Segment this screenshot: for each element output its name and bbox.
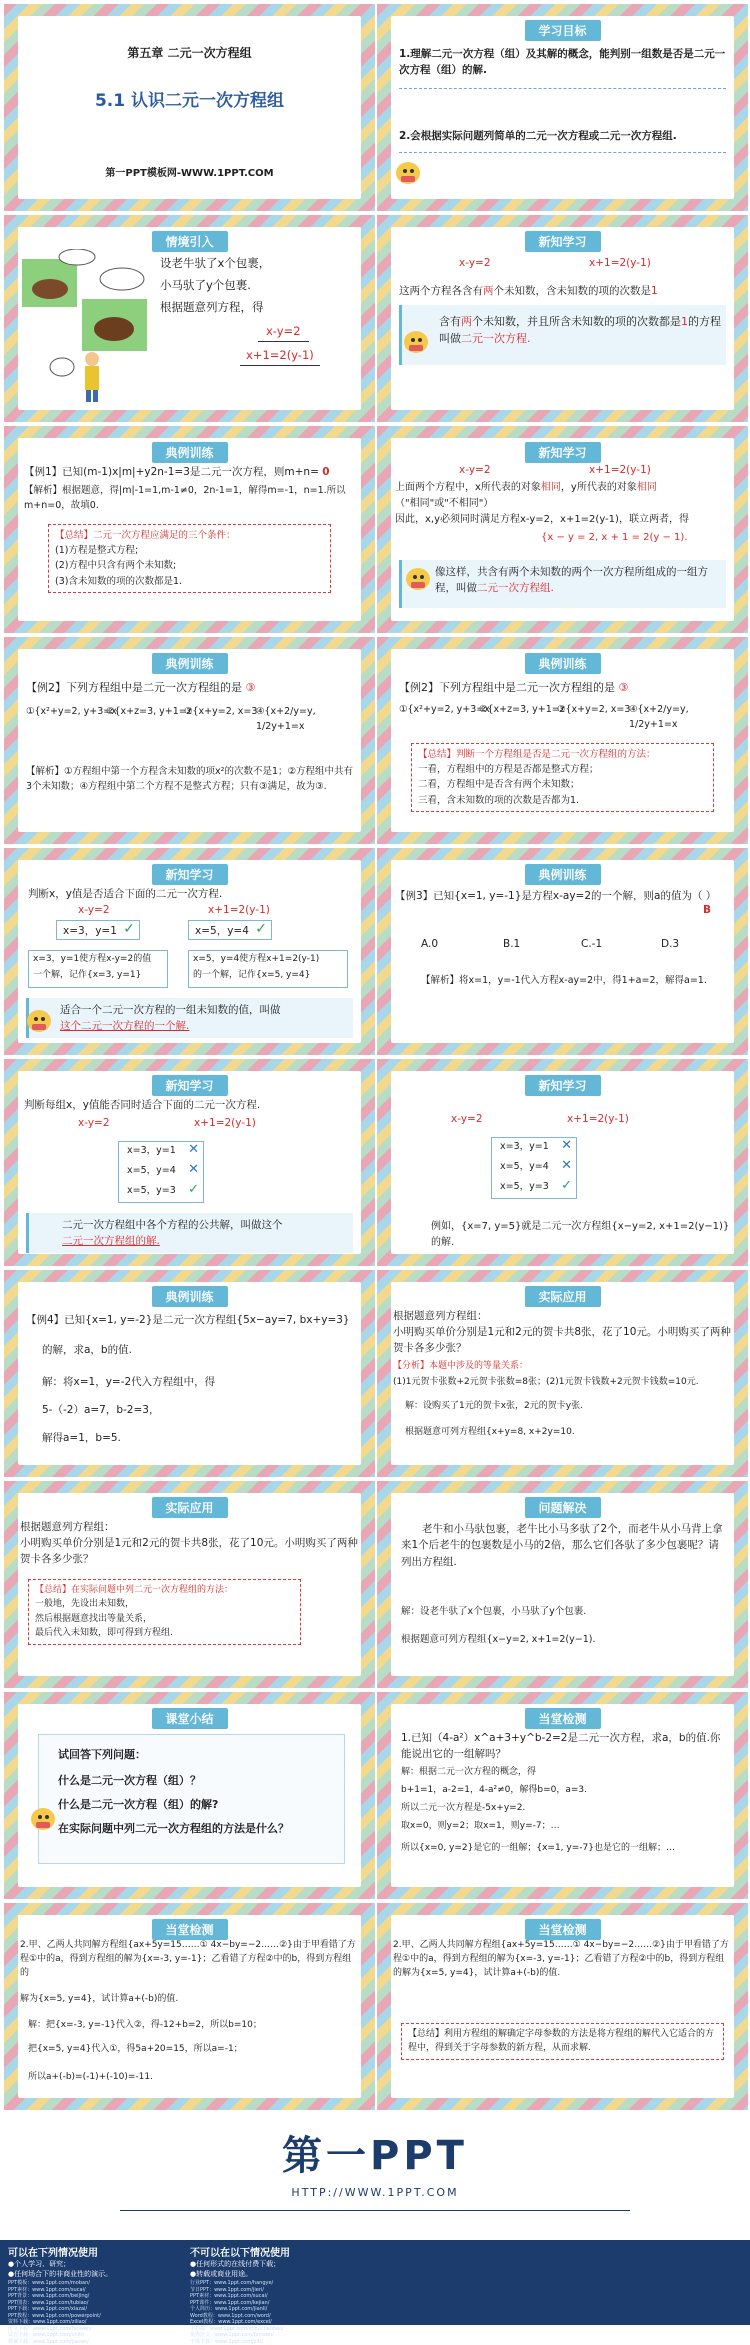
divider xyxy=(399,152,726,153)
footer-link[interactable]: PPT模板：www.1ppt.com/moban/ xyxy=(8,2280,188,2287)
explain-line-2: （"相同"或"不相同"） xyxy=(395,496,493,512)
section-pill: 当堂检测 xyxy=(524,1708,600,1729)
cross-icon: ✕ xyxy=(561,1138,572,1153)
note-line: 二看，方程组中是否含有两个未知数； xyxy=(418,777,707,792)
option-a[interactable]: A.0 xyxy=(421,936,438,952)
values-box xyxy=(491,1137,577,1199)
problem-line-2: 小明购买单价分别是1元和2元的贺卡共8张，花了10元。小明购买了两种贺卡各多少张？ xyxy=(20,1535,359,1568)
d-term: 二元一次方程组. xyxy=(477,582,554,594)
value-text: x=5，y=4 xyxy=(195,923,249,939)
allowed-heading: 可以在下列情况使用 xyxy=(8,2244,188,2259)
section-pill: 典例训练 xyxy=(524,653,600,674)
solution-line-1: 解：设老牛驮了x个包裹，小马驮了y个包裹. xyxy=(401,1605,586,1620)
summary-note xyxy=(411,743,714,812)
solution-line-2: 根据题意可列方程组{x−y=2, x+1=2(y−1). xyxy=(401,1633,595,1648)
result-line: 一个解，记作{x=3, y=1} xyxy=(33,969,141,983)
slide-new-knowledge-1[interactable] xyxy=(377,215,748,422)
example-question xyxy=(26,679,255,696)
slide-objectives[interactable] xyxy=(377,4,748,211)
equation-2: x+1=2(y-1) xyxy=(240,347,320,366)
slide-card xyxy=(391,438,734,621)
slide-card xyxy=(391,1493,734,1676)
footer-link[interactable]: 行业PPT：www.1ppt.com/hangye/ xyxy=(190,2280,370,2287)
solution-line-3: 解得a=1，b=5. xyxy=(42,1430,121,1446)
allowed-section xyxy=(8,2244,188,2279)
footer-link[interactable]: Excel教程：www.1ppt.com/excel/ xyxy=(190,2319,370,2326)
solution-text: 【解析】①方程组中第一个方程含未知数的项x²的次数不是1；②方程组中共有3个未知数；④方程组中第二个方程不是整式方程；只有③满足，故为③. xyxy=(26,765,353,794)
slide-card xyxy=(18,860,361,1043)
section-pill: 典例训练 xyxy=(151,653,227,674)
forbidden-item: ●任何形式的在线付费下载； xyxy=(190,2259,370,2269)
d-term: 二元一次方程. xyxy=(461,332,531,345)
question-text: 判断每组x，y值能否同时适合下面的二元一次方程. xyxy=(24,1097,260,1113)
forbidden-section xyxy=(190,2244,370,2279)
q-text: 【例2】下列方程组中是二元一次方程组的是 xyxy=(26,681,242,694)
solution-text: 【解析】根据题意，得|m|-1=1,m-1≠0，2n-1=1，解得m=-1，n=1.所以m+n=0，故填0. xyxy=(24,484,355,513)
d-highlight: 1 xyxy=(681,315,688,328)
brand-text: 第一PPT模板网-WWW.1PPT.COM xyxy=(18,166,361,182)
l-blank: 相同 xyxy=(637,482,657,493)
forbidden-item: ●转载或商业用途。 xyxy=(190,2269,370,2279)
equation-2: x+1=2(y-1) xyxy=(567,1111,629,1127)
note-line: 最后代入未知数，即可得到方程组. xyxy=(35,1626,294,1640)
footer-link[interactable]: PPT素材：www.1ppt.com/sucai/ xyxy=(190,2293,370,2300)
equation-1: x-y=2 xyxy=(258,323,309,342)
slide-card xyxy=(391,16,734,199)
slide-new-knowledge-3[interactable] xyxy=(4,848,375,1055)
q-text: 【例2】下列方程组中是二元一次方程组的是 xyxy=(399,681,615,694)
story-line-2: 小马驮了y个包裹. xyxy=(160,277,251,295)
solution-line-2: 根据题意可列方程组{x+y=8, x+2y=10. xyxy=(405,1426,575,1440)
slide-application-1[interactable] xyxy=(377,1270,748,1477)
section-pill: 新知学习 xyxy=(524,1075,600,1096)
definition-line-2: 二元一次方程组的解. xyxy=(62,1233,160,1249)
option-1: ①{x²+y=2, y+3=x xyxy=(26,705,117,720)
equation-2: x+1=2(y-1) xyxy=(589,462,651,478)
example-question xyxy=(24,464,355,480)
check-icon: ✓ xyxy=(188,1182,199,1197)
slide-example-1[interactable] xyxy=(4,426,375,633)
l-part: 上面两个方程中，x所代表的对象 xyxy=(395,482,541,493)
example-question: 【例4】已知{x=1, y=-2}是二元一次方程组{5x−ay=7, bx+y=3} xyxy=(26,1312,355,1328)
solution-line-4: 取x=0，则y=2；取x=1，则y=-7；… xyxy=(401,1820,560,1834)
cross-icon: ✕ xyxy=(188,1142,199,1157)
problem-line-2: 小明购买单价分别是1元和2元的贺卡共8张，花了10元。小明购买了两种贺卡各多少张？ xyxy=(393,1324,732,1357)
divider xyxy=(399,88,726,89)
question-text: 1.已知（4-a²）x^a+3+y^b-2=2是二元一次方程，求a，b的值.你能说出它的一组解吗？ xyxy=(401,1730,728,1763)
footer-logo-area xyxy=(0,2114,750,2240)
check-icon: ✓ xyxy=(123,921,135,937)
question-text: 2.甲、乙两人共同解方程组{ax+5y=15……① 4x−by=−2……②}由于甲看错了方程①中的a，得到方程组的解为{x=-3, y=-1}；乙看错了方程②中的b，得到方程组的解为{x=5, y=4}，试计算a+(-b)的值. xyxy=(393,1939,732,1981)
solution-line-2: 5-（-2）a=7，b-2=3， xyxy=(42,1402,159,1418)
note-line: 一般地，先设出未知数， xyxy=(35,1597,294,1611)
solution-line-3: 所以二元一次方程是-5x+y=2. xyxy=(401,1802,525,1816)
summary-q1: 什么是二元一次方程（组）？ xyxy=(58,1772,201,1789)
option-b[interactable]: B.1 xyxy=(503,936,520,952)
slide-card xyxy=(391,860,734,1043)
value-row: x=3，y=1 xyxy=(127,1144,176,1159)
value-row: x=3，y=1 xyxy=(500,1140,549,1155)
mascot-icon xyxy=(393,158,423,188)
note-line: 一看，方程组中的方程是否都是整式方程； xyxy=(418,762,707,777)
option-2: ②{x+z=3, y+1=z xyxy=(106,705,192,720)
result-box-2 xyxy=(188,950,348,988)
slide-example-2[interactable] xyxy=(4,637,375,844)
result-box-1 xyxy=(28,950,168,988)
summary-note xyxy=(28,1579,301,1645)
summary-note xyxy=(401,2023,724,2060)
summary-q2: 什么是二元一次方程（组）的解? xyxy=(58,1796,218,1813)
footer-link[interactable]: 个人简历：www.1ppt.com/jianli/ xyxy=(190,2306,370,2313)
footer-link[interactable]: PPT背景：www.1ppt.com/beijing/ xyxy=(8,2293,188,2300)
values-box xyxy=(118,1141,204,1203)
question-text xyxy=(399,283,726,299)
slide-card xyxy=(18,1915,361,2098)
q-blank-1: 两 xyxy=(483,285,494,297)
question-text-2: 解为{x=5, y=4}，试计算a+(-b)的值. xyxy=(20,1993,178,2007)
section-pill: 课堂小结 xyxy=(151,1708,227,1729)
section-pill: 学习目标 xyxy=(524,20,600,41)
footer-link[interactable]: 教案下载：www.1ppt.com/jiaoan/ xyxy=(8,2339,188,2345)
footer-link[interactable]: 节日PPT：www.1ppt.com/jieri/ xyxy=(190,2287,370,2294)
definition-text xyxy=(435,564,724,597)
forbidden-heading: 不可以在以下情况使用 xyxy=(190,2244,370,2259)
slide-application-2[interactable] xyxy=(4,1481,375,1688)
solution-line-1: 解：将x=1，y=-2代入方程组中，得 xyxy=(42,1374,215,1390)
footer-link[interactable]: 手抄报：www.1ppt.com/shouchaobao/ xyxy=(190,2326,370,2333)
option-c[interactable]: C.-1 xyxy=(581,936,602,952)
section-pill: 问题解决 xyxy=(524,1497,600,1518)
example-question: 【例3】已知{x=1, y=-1}是方程x-ay=2的一个解，则a的值为（ ） xyxy=(395,888,730,904)
value-text: x=3，y=1 xyxy=(63,923,117,939)
answer: B xyxy=(703,902,711,918)
slide-card xyxy=(391,1282,734,1465)
footer-link[interactable]: PPT图表：www.1ppt.com/tubiao/ xyxy=(8,2300,188,2307)
section-pill: 典例训练 xyxy=(524,864,600,885)
system-equations: {x − y = 2, x + 1 = 2(y − 1). xyxy=(541,530,688,546)
equation-1: x-y=2 xyxy=(451,1111,483,1127)
slide-card xyxy=(391,649,734,832)
explain-line-3: 因此，x,y必须同时满足方程x-y=2，x+1=2(y-1)，联立两者，得 xyxy=(395,512,730,528)
solution-line-2: 把{x=5, y=4}代入①，得5a+20=15，所以a=-1； xyxy=(28,2043,357,2057)
equation-2: x+1=2(y-1) xyxy=(589,255,651,271)
slide-card xyxy=(18,438,361,621)
value-box-2 xyxy=(188,920,272,940)
note-line: (3)含未知数的项的次数都是1. xyxy=(55,574,324,589)
section-pill: 新知学习 xyxy=(524,442,600,463)
slide-new-knowledge-4[interactable] xyxy=(4,1059,375,1266)
section-pill: 情境引入 xyxy=(151,231,227,252)
slide-card xyxy=(391,1071,734,1254)
section-pill: 实际应用 xyxy=(524,1286,600,1307)
option-d[interactable]: D.3 xyxy=(661,936,679,952)
mascot-icon xyxy=(401,327,431,357)
d-part: 含有 xyxy=(439,315,461,328)
check-icon: ✓ xyxy=(255,921,267,937)
l-part: ，y所代表的对象 xyxy=(561,482,637,493)
lesson-title: 5.1 认识二元一次方程组 xyxy=(18,88,361,114)
equation-1: x-y=2 xyxy=(459,462,491,478)
example-question xyxy=(399,679,628,696)
section-pill: 典例训练 xyxy=(151,442,227,463)
option-2: ②{x+z=3, y+1=z xyxy=(479,703,565,718)
mascot-icon xyxy=(28,1804,58,1834)
slide-check-2[interactable] xyxy=(4,1903,375,2110)
slide-card xyxy=(391,227,734,410)
solution-line-2: b+1=1，a-2=1，4-a²≠0，解得b=0，a=3. xyxy=(401,1784,587,1798)
note-text: 【总结】利用方程组的解确定字母参数的方法是将方程组的解代入它适合的方程中，得到关于字母参数的新方程，从而求解. xyxy=(408,2029,714,2053)
footer-link[interactable]: PPT下载：www.1ppt.com/xiazai/ xyxy=(8,2306,188,2313)
slide-example-3[interactable] xyxy=(377,848,748,1055)
slide-title[interactable] xyxy=(4,4,375,211)
equation-2: x+1=2(y-1) xyxy=(208,902,270,918)
q-blank-2: 1 xyxy=(651,285,658,297)
mascot-icon xyxy=(403,564,433,594)
divider xyxy=(120,2210,630,2211)
footer-link[interactable]: 资料下载：www.1ppt.com/ziliao/ xyxy=(8,2319,188,2326)
section-pill: 新知学习 xyxy=(151,1075,227,1096)
note-head: 【总结】二元一次方程应满足的三个条件： xyxy=(55,528,324,543)
example-question-2: 的解，求a，b的值. xyxy=(42,1342,132,1358)
result-line: x=5，y=4使方程x+1=2(y-1) xyxy=(193,953,319,967)
logo: 第一PPT xyxy=(0,2124,750,2181)
problem-text: 老牛和小马驮包裹，老牛比小马多驮了2个，而老牛从小马背上拿来1个后老牛的包裹数是小马的2倍，那么它们各驮了多少包裹呢？请列出方程组. xyxy=(401,1521,728,1570)
link-list-left xyxy=(8,2280,188,2345)
d-highlight: 两 xyxy=(461,315,472,328)
equation-1: x-y=2 xyxy=(459,255,491,271)
footer-link[interactable]: 范文下载：www.1ppt.com/fanwen/ xyxy=(8,2326,188,2333)
slide-problem-solving[interactable] xyxy=(377,1481,748,1688)
slide-card xyxy=(18,649,361,832)
allowed-item: ●个人学习、研究； xyxy=(8,2259,188,2269)
d-part: 的方程叫做 xyxy=(439,315,721,345)
slide-card xyxy=(18,16,361,199)
solution-text: 【解析】将x=1，y=-1代入方程x-ay=2中，得1+a=2，解得a=1. xyxy=(421,974,728,989)
solution-line-5: 所以{x=0, y=2}是它的一组解；{x=1, y=-7}也是它的一组解；… xyxy=(401,1842,730,1856)
allowed-item: ●任何场合下的非商业性的演示。 xyxy=(8,2269,188,2279)
q-text: 【例1】已知(m-1)x|m|+y2n-1=3是二元一次方程，则m+n= xyxy=(24,466,319,478)
question-text: 判断x，y值是否适合下面的二元一次方程. xyxy=(28,886,222,902)
objective-2: 2.会根据实际问题列简单的二元一次方程或二元一次方程组. xyxy=(399,128,726,144)
slide-intro[interactable] xyxy=(4,215,375,422)
cross-icon: ✕ xyxy=(561,1158,572,1173)
link-list-right xyxy=(190,2280,370,2345)
answer: 0 xyxy=(322,466,329,478)
check-icon: ✓ xyxy=(561,1178,572,1193)
explain-line-1 xyxy=(395,480,730,496)
definition-line-1: 适合一个二元一次方程的一组未知数的值，叫做 xyxy=(60,1002,281,1018)
solution-line-1: 解：把{x=-3, y=-1}代入②，得-12+b=2，所以b=10； xyxy=(28,2019,357,2033)
value-row: x=5，y=4 xyxy=(127,1164,176,1179)
solution-line-1: 解：根据二元一次方程的概念，得 xyxy=(401,1766,536,1780)
summary-q3: 在实际问题中列二元一次方程组的方法是什么？ xyxy=(58,1820,289,1837)
example-text: 例如，{x=7, y=5}就是二元一次方程组{x−y=2, x+1=2(y−1)}的解. xyxy=(431,1219,730,1250)
solution-line-1: 解：设购买了1元的贺卡x张，2元的贺卡y张. xyxy=(405,1400,583,1414)
section-pill: 新知学习 xyxy=(524,231,600,252)
footer-link[interactable]: PPT素材：www.1ppt.com/sucai/ xyxy=(8,2287,188,2294)
option-4: ④{x+2/y=y, 1/2y+1=x xyxy=(629,703,734,732)
slide-new-knowledge-5[interactable] xyxy=(377,1059,748,1266)
analysis-head: 【分析】本题中涉及的等量关系： xyxy=(393,1360,528,1374)
slide-card xyxy=(18,1704,361,1887)
slide-card xyxy=(18,227,361,410)
equation-1: x-y=2 xyxy=(78,1115,110,1131)
section-pill: 当堂检测 xyxy=(524,1919,600,1940)
footer-link[interactable]: 字体下载：www.1ppt.com/ziti/ xyxy=(190,2339,370,2345)
value-row: x=5，y=4 xyxy=(500,1160,549,1175)
result-line: x=3，y=1使方程x-y=2的值 xyxy=(33,953,151,967)
equation-1: x-y=2 xyxy=(78,902,110,918)
option-3: ③{x+y=2, x=3 xyxy=(557,703,630,718)
footer-link[interactable]: Word教程：www.1ppt.com/word/ xyxy=(190,2313,370,2320)
story-line-1: 设老牛驮了x个包裹， xyxy=(160,255,270,273)
slide-card xyxy=(18,1071,361,1254)
slide-card xyxy=(391,1704,734,1887)
cross-icon: ✕ xyxy=(188,1162,199,1177)
problem-line-1: 根据题意列方程组： xyxy=(20,1519,115,1535)
l-blank: 相同 xyxy=(541,482,561,493)
slide-card xyxy=(391,1915,734,2098)
option-3: ③{x+y=2, x=3 xyxy=(184,705,257,720)
note-line: 三看，含未知数的项的次数是否都为1. xyxy=(418,793,707,808)
value-row: x=5，y=3 xyxy=(127,1184,176,1199)
chapter-title: 第五章 二元一次方程组 xyxy=(18,44,361,63)
note-line: (2)方程中只含有两个未知数; xyxy=(55,558,324,573)
slide-check-2-summary[interactable] xyxy=(377,1903,748,2110)
summary-note xyxy=(48,524,331,593)
value-row: x=5，y=3 xyxy=(500,1180,549,1195)
slide-new-knowledge-2[interactable] xyxy=(377,426,748,633)
problem-line-1: 根据题意列方程组： xyxy=(393,1308,488,1324)
q-part: 这两个方程各含有 xyxy=(399,285,483,297)
analysis-line: (1)1元贺卡张数+2元贺卡张数=8张；(2)1元贺卡钱数+2元贺卡钱数=10元. xyxy=(393,1376,732,1390)
q-part: 个未知数，含未知数的项的次数是 xyxy=(494,285,652,297)
section-pill: 当堂检测 xyxy=(151,1919,227,1940)
option-1: ①{x²+y=2, y+3=x xyxy=(399,703,490,718)
footer-link[interactable]: 优秀范文：www.1ppt.com/fanwen/ xyxy=(190,2332,370,2339)
slide-summary[interactable] xyxy=(4,1692,375,1899)
equation-2: x+1=2(y-1) xyxy=(194,1115,256,1131)
slide-example-4[interactable] xyxy=(4,1270,375,1477)
footer-link[interactable]: PPT课件：www.1ppt.com/kejian/ xyxy=(190,2300,370,2307)
question-text: 2.甲、乙两人共同解方程组{ax+5y=15……① 4x−by=−2……②}由于甲看错了方程①中的a，得到方程组的解为{x=-3, y=-1}；乙看错了方程②中的b，得到方程组的 xyxy=(20,1939,359,1981)
footer-link[interactable]: 试卷下载：www.1ppt.com/shiti/ xyxy=(8,2332,188,2339)
slide-check-1[interactable] xyxy=(377,1692,748,1899)
definition-line-1: 二元一次方程组中各个方程的公共解，叫做这个 xyxy=(62,1217,283,1233)
footer-link[interactable]: PPT教程：www.1ppt.com/powerpoint/ xyxy=(8,2313,188,2320)
slide-example-2-summary[interactable] xyxy=(377,637,748,844)
objective-1: 1.理解二元一次方程（组）及其解的概念，能判别一组数是否是二元一次方程（组）的解. xyxy=(399,46,726,79)
result-line: 的一个解，记作{x=5, y=4} xyxy=(193,969,310,983)
note-line: 然后根据题意找出等量关系， xyxy=(35,1612,294,1626)
slide-card xyxy=(18,1493,361,1676)
mascot-icon xyxy=(24,1006,54,1036)
definition-text xyxy=(439,313,724,347)
d-part: 像这样，共含有两个未知数的两个一次方程所组成的一组方程，叫做 xyxy=(435,566,708,594)
story-line-3: 根据题意列方程，得 xyxy=(160,299,264,317)
section-pill: 实际应用 xyxy=(151,1497,227,1518)
summary-heading: 试回答下列问题： xyxy=(58,1746,146,1763)
value-box-1 xyxy=(56,920,140,940)
slide-card xyxy=(18,1282,361,1465)
d-part: 个未知数，并且所含未知数的项的次数都是 xyxy=(472,315,681,328)
note-head: 【总结】在实际问题中列二元一次方程组的方法： xyxy=(35,1583,294,1597)
note-line: (1)方程是整式方程; xyxy=(55,543,324,558)
answer: ③ xyxy=(619,681,629,694)
definition-line-2: 这个二元一次方程的一个解. xyxy=(60,1018,189,1034)
footer-terms xyxy=(0,2240,750,2325)
section-pill: 典例训练 xyxy=(151,1286,227,1307)
section-pill: 新知学习 xyxy=(151,864,227,885)
note-head: 【总结】判断一个方程组是否是二元一次方程组的方法： xyxy=(418,747,707,762)
horse-cartoon-illustration xyxy=(22,249,152,404)
option-4: ④{x+2/y=y, 1/2y+1=x xyxy=(256,705,361,734)
solution-line-3: 所以a+(-b)=(-1)+(-10)=-11. xyxy=(28,2071,153,2085)
footer xyxy=(0,2114,750,2325)
answer: ③ xyxy=(246,681,256,694)
logo-url[interactable]: HTTP://WWW.1PPT.COM xyxy=(0,2186,750,2199)
